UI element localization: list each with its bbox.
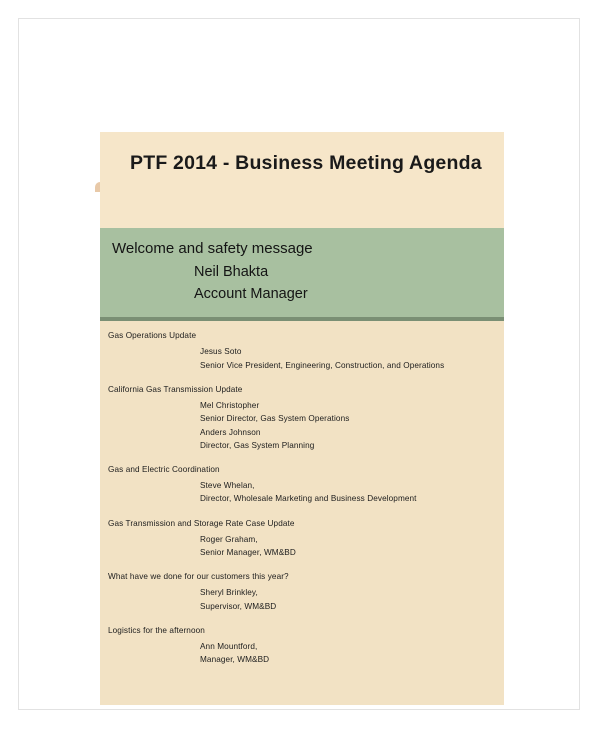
agenda-item-title: Gas and Electric Coordination	[108, 465, 220, 475]
agenda-item-person: Director, Wholesale Marketing and Business Development	[200, 494, 417, 504]
welcome-speaker-name: Neil Bhakta	[194, 263, 269, 280]
agenda-item	[100, 626, 504, 667]
agenda-item	[100, 519, 504, 560]
agenda-document	[100, 132, 504, 705]
title-band-spacer	[100, 210, 504, 228]
agenda-item-person: Anders Johnson	[200, 427, 261, 437]
agenda-item-person: Supervisor, WM&BD	[200, 601, 277, 611]
agenda-item-person: Senior Manager, WM&BD	[200, 547, 296, 557]
agenda-item-title: Gas Operations Update	[108, 331, 197, 341]
agenda-item-title: What have we done for our customers this year?	[108, 572, 289, 582]
agenda-item-person: Steve Whelan,	[200, 481, 255, 491]
agenda-list	[100, 317, 504, 705]
agenda-item-person: Roger Graham,	[200, 534, 258, 544]
agenda-item	[100, 331, 504, 372]
agenda-item	[100, 572, 504, 613]
document-title-band	[100, 132, 504, 210]
welcome-speaker-role: Account Manager	[194, 285, 308, 302]
agenda-item-title: Gas Transmission and Storage Rate Case Update	[108, 518, 295, 528]
agenda-item-person: Manager, WM&BD	[200, 655, 270, 665]
page-title: PTF 2014 - Business Meeting Agenda	[130, 152, 482, 174]
agenda-item-title: Logistics for the afternoon	[108, 625, 205, 635]
welcome-heading: Welcome and safety message	[112, 240, 313, 257]
agenda-item-person: Director, Gas System Planning	[200, 440, 315, 450]
agenda-item-person: Jesus Soto	[200, 347, 242, 357]
agenda-item-title: California Gas Transmission Update	[108, 385, 243, 394]
agenda-item-person: Mel Christopher	[200, 401, 260, 410]
agenda-item-person: Senior Director, Gas System Operations	[200, 414, 350, 424]
agenda-item-person: Sheryl Brinkley,	[200, 588, 258, 598]
agenda-item	[100, 385, 504, 452]
agenda-item	[100, 465, 504, 506]
agenda-item-person: Senior Vice President, Engineering, Construction, and Operations	[200, 360, 445, 370]
agenda-item-person: Ann Mountford,	[200, 641, 258, 651]
welcome-section	[100, 228, 504, 317]
